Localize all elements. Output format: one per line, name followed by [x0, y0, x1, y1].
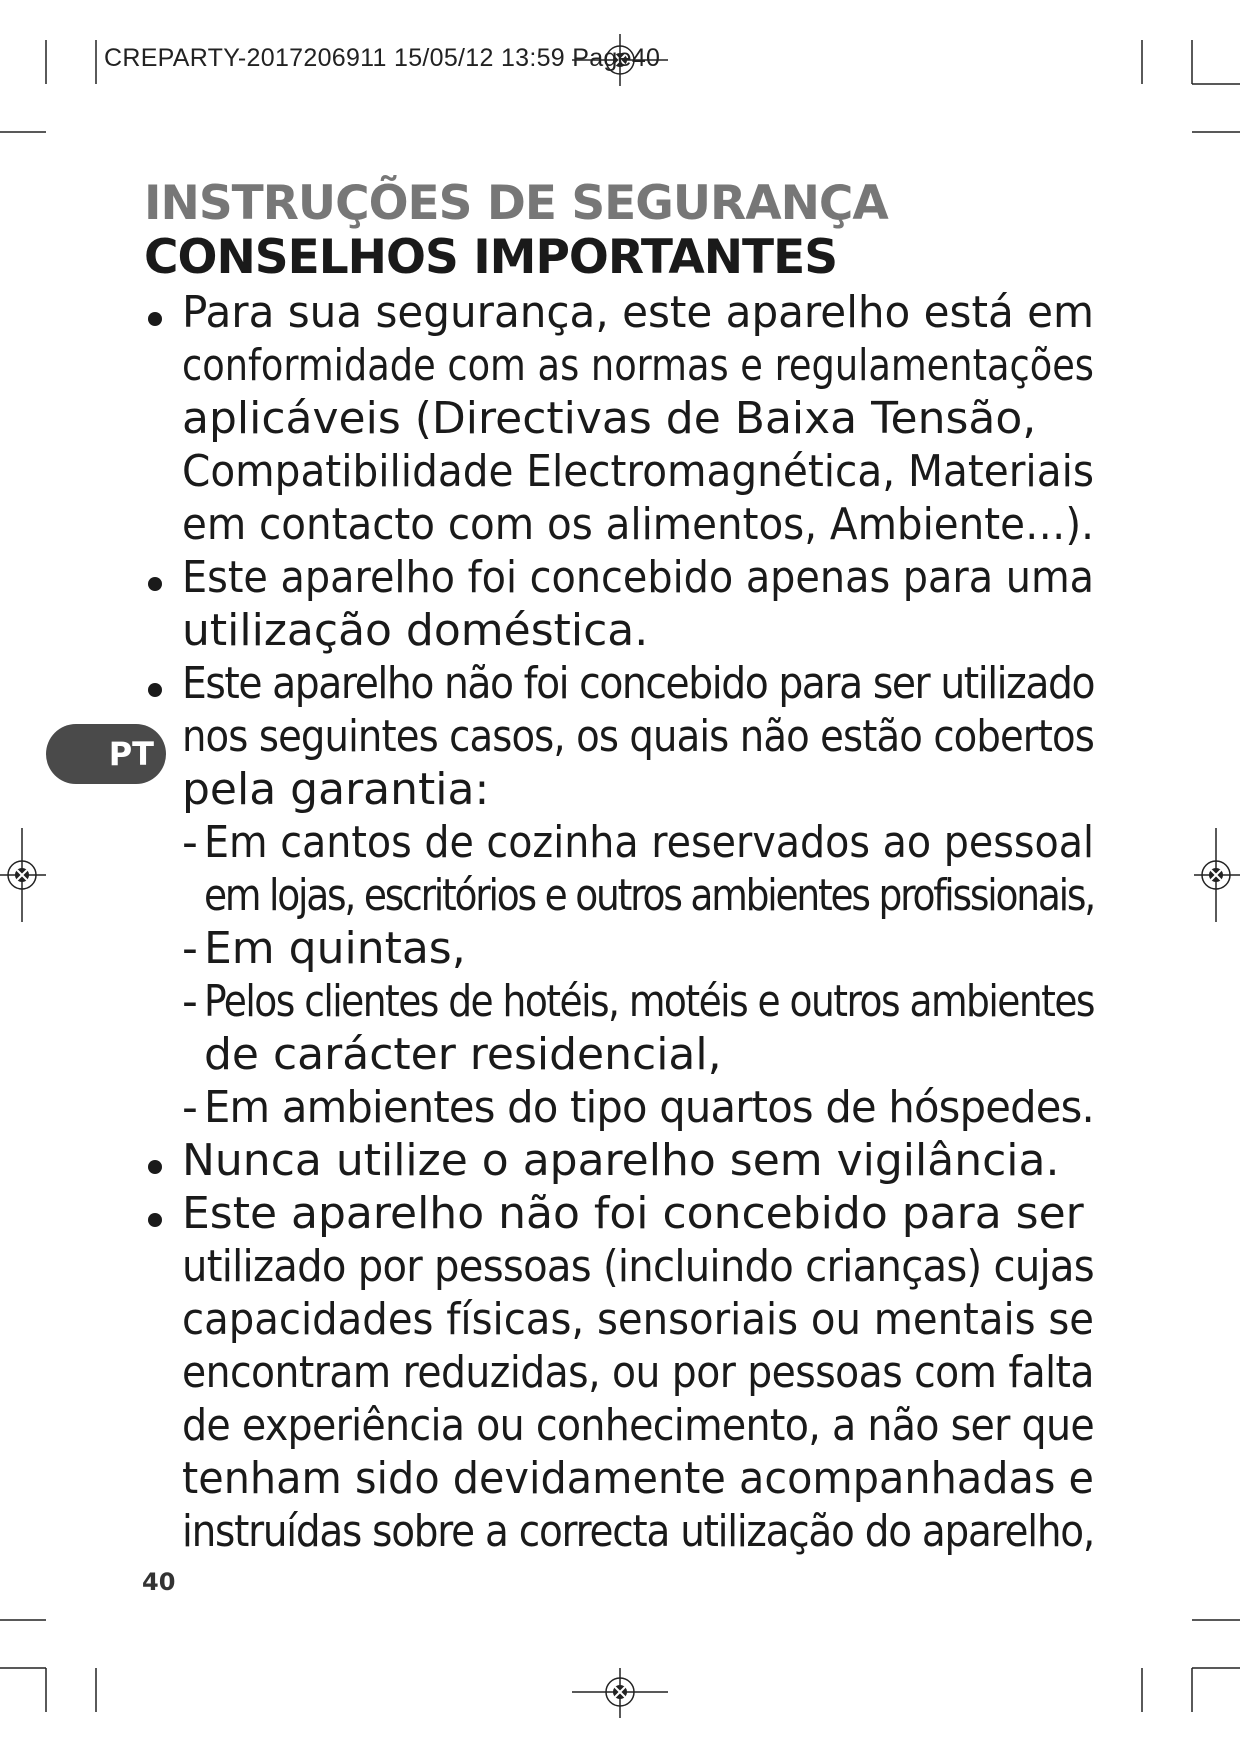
- list-item: Este aparelho não foi concebido para ser utilizado: [144, 657, 1094, 710]
- bullet-icon: [148, 577, 162, 591]
- list-item: Este aparelho não foi concebido para ser: [144, 1187, 1094, 1240]
- list-item: Nunca utilize o aparelho sem vigilância.: [144, 1134, 1094, 1187]
- bullet-icon: [148, 1160, 162, 1174]
- safety-instructions: Para sua segurança, este aparelho está em conformidade com as normas e regulamentações aplicáveis (Directivas de Baixa Tensão, Compatibilidade Electromagnética, Materiais em contacto com os alimentos, Ambiente…). Este aparelho foi concebido apenas para uma utilização doméstica. Este aparelho não foi concebido para ser utilizado nos seguintes casos, os quais não estão cobertos pela garantia: - Em cantos de cozinha reservados ao pessoal em lojas, escritórios e outros ambientes profissionais, - Em quintas, - Pelos clientes de hotéis, motéis e outros ambientes de carácter residencial, - Em ambientes do tipo quartos de hóspedes. Nunca utilize o aparelho sem vigilância. Este aparelho não foi concebido para ser utilizado por pessoas (incluindo crianças) cujas capacidades físicas, sensoriais ou mentais se encontram reduzidas, ou por pessoas com falta de experiência ou conhecimento, a não ser que tenham sido devidamente acompanhadas e instruídas sobre a correcta utilização do aparelho,: [144, 286, 1094, 1558]
- bullet-icon: [148, 312, 162, 326]
- bullet-icon: [148, 1213, 162, 1227]
- page-number: 40: [142, 1568, 176, 1596]
- language-tab: PT: [46, 724, 166, 784]
- list-item: Para sua segurança, este aparelho está em: [144, 286, 1094, 339]
- section-subtitle: CONSELHOS IMPORTANTES: [144, 230, 838, 285]
- sub-list-item: - Em quintas,: [182, 923, 466, 974]
- sub-list-item: - Pelos clientes de hotéis, motéis e outros ambientes: [182, 976, 1094, 1027]
- sub-list-item: - Em ambientes do tipo quartos de hóspedes.: [182, 1082, 1095, 1133]
- bullet-icon: [148, 683, 162, 697]
- print-slug: CREPARTY-2017206911 15/05/12 13:59 Page40: [104, 44, 661, 72]
- section-title: INSTRUÇÕES DE SEGURANÇA: [144, 176, 888, 231]
- sub-list-item: - Em cantos de cozinha reservados ao pessoal: [182, 817, 1095, 868]
- list-item: Este aparelho foi concebido apenas para uma: [144, 551, 1094, 604]
